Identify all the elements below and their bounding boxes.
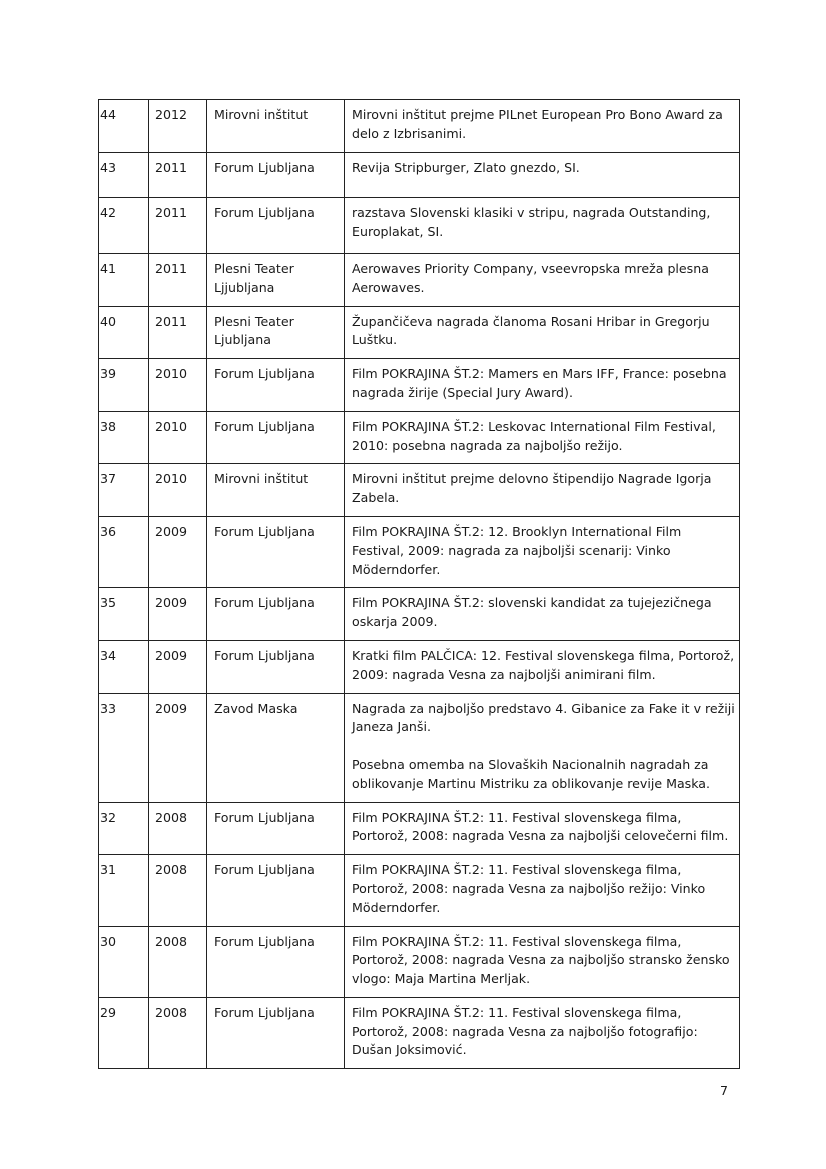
- award-year-cell: 2010: [149, 359, 207, 412]
- award-description-paragraph: Aerowaves Priority Company, vseevropska mreža plesna Aerowaves.: [352, 260, 709, 295]
- award-organization-cell: Plesni Teater Ljjubljana: [207, 253, 345, 306]
- award-description-cell: [345, 997, 740, 1068]
- award-number-cell: 30: [99, 926, 149, 997]
- table-row: [99, 411, 740, 464]
- award-number-cell: 33: [99, 693, 149, 802]
- award-organization-cell: Forum Ljubljana: [207, 640, 345, 693]
- table-row: [99, 100, 740, 153]
- award-number-cell: 35: [99, 588, 149, 641]
- award-description-cell: [345, 253, 740, 306]
- award-description-paragraph: Film POKRAJINA ŠT.2: 11. Festival slovenskega filma, Portorož, 2008: nagrada Vesna za najboljšo režijo: Vinko Möderndorfer.: [352, 862, 706, 915]
- award-description-paragraph: Mirovni inštitut prejme PILnet European Pro Bono Award za delo z Izbrisanimi.: [352, 107, 723, 141]
- award-number-cell: 38: [99, 411, 149, 464]
- award-description-paragraph: Posebna omemba na Slovaških Nacionalnih nagradah za oblikovanje Martinu Mistriku za oblikovanje revije Maska.: [352, 756, 711, 791]
- award-year-cell: 2011: [149, 152, 207, 198]
- award-organization-cell: Forum Ljubljana: [207, 152, 345, 198]
- award-year-cell: 2008: [149, 997, 207, 1068]
- award-number-cell: 43: [99, 152, 149, 198]
- table-row: [99, 198, 740, 254]
- award-description-paragraph: Film POKRAJINA ŠT.2: 11. Festival slovenskega filma, Portorož, 2008: nagrada Vesna za najboljši celovečerni film.: [352, 809, 729, 844]
- award-organization-cell: Forum Ljubljana: [207, 802, 345, 855]
- award-year-cell: 2008: [149, 926, 207, 997]
- award-description-cell: [345, 588, 740, 641]
- table-row: [99, 855, 740, 926]
- award-description-cell: [345, 464, 740, 517]
- award-year-cell: 2009: [149, 516, 207, 587]
- award-number-cell: 39: [99, 359, 149, 412]
- awards-table-body: [99, 100, 740, 1069]
- award-number-cell: 31: [99, 855, 149, 926]
- table-row: [99, 693, 740, 802]
- award-description-cell: [345, 198, 740, 254]
- award-description-paragraph: Revija Stripburger, Zlato gnezdo, SI.: [352, 159, 580, 175]
- award-organization-cell: Forum Ljubljana: [207, 516, 345, 587]
- award-description-paragraph: Nagrada za najboljšo predstavo 4. Gibanice za Fake it v režiji Janeza Janši.: [352, 700, 735, 735]
- table-row: [99, 464, 740, 517]
- award-organization-cell: Forum Ljubljana: [207, 926, 345, 997]
- award-number-cell: 29: [99, 997, 149, 1068]
- award-year-cell: 2008: [149, 802, 207, 855]
- award-description-paragraph: Film POKRAJINA ŠT.2: 11. Festival slovenskega filma, Portorož, 2008: nagrada Vesna za najboljšo fotografijo: Dušan Joksimović.: [352, 1004, 698, 1058]
- award-description-cell: [345, 411, 740, 464]
- page-number: 7: [720, 1083, 729, 1098]
- award-organization-cell: Forum Ljubljana: [207, 359, 345, 412]
- award-year-cell: 2010: [149, 411, 207, 464]
- award-organization-cell: Forum Ljubljana: [207, 855, 345, 926]
- table-row: [99, 588, 740, 641]
- award-description-paragraph: Kratki film PALČICA: 12. Festival slovenskega filma, Portorož, 2009: nagrada Vesna za najboljši animirani film.: [352, 647, 735, 682]
- award-description-cell: [345, 640, 740, 693]
- table-row: [99, 926, 740, 997]
- table-row: [99, 152, 740, 198]
- awards-table: [98, 99, 740, 1069]
- award-year-cell: 2010: [149, 464, 207, 517]
- award-number-cell: 41: [99, 253, 149, 306]
- award-description-cell: [345, 306, 740, 359]
- award-number-cell: 37: [99, 464, 149, 517]
- award-description-cell: [345, 516, 740, 587]
- award-year-cell: 2009: [149, 693, 207, 802]
- award-description-paragraph: Film POKRAJINA ŠT.2: Leskovac International Film Festival, 2010: posebna nagrada za najboljšo režijo.: [352, 418, 716, 453]
- award-description-paragraph: Župančičeva nagrada članoma Rosani Hribar in Gregorju Luštku.: [352, 313, 710, 348]
- award-year-cell: 2009: [149, 640, 207, 693]
- award-description-cell: [345, 693, 740, 802]
- award-organization-cell: Mirovni inštitut: [207, 464, 345, 517]
- award-description-cell: [345, 100, 740, 153]
- award-number-cell: 42: [99, 198, 149, 254]
- table-row: [99, 516, 740, 587]
- award-description-cell: [345, 802, 740, 855]
- award-description-cell: [345, 855, 740, 926]
- award-organization-cell: Forum Ljubljana: [207, 588, 345, 641]
- award-description-paragraph: Film POKRAJINA ŠT.2: 12. Brooklyn International Film Festival, 2009: nagrada za najboljši scenarij: Vinko Möderndorfer.: [352, 523, 682, 577]
- award-year-cell: 2012: [149, 100, 207, 153]
- award-description-paragraph: razstava Slovenski klasiki v stripu, nagrada Outstanding, Europlakat, SI.: [352, 205, 711, 240]
- award-organization-cell: Forum Ljubljana: [207, 411, 345, 464]
- award-number-cell: 34: [99, 640, 149, 693]
- award-description-paragraph: Film POKRAJINA ŠT.2: Mamers en Mars IFF, France: posebna nagrada žirije (Special Jury Award).: [352, 366, 727, 400]
- award-description-cell: [345, 152, 740, 198]
- table-row: [99, 359, 740, 412]
- award-organization-cell: Forum Ljubljana: [207, 198, 345, 254]
- award-year-cell: 2009: [149, 588, 207, 641]
- award-year-cell: 2011: [149, 198, 207, 254]
- award-description-cell: [345, 926, 740, 997]
- award-year-cell: 2011: [149, 253, 207, 306]
- award-number-cell: 36: [99, 516, 149, 587]
- award-organization-cell: Plesni Teater Ljubljana: [207, 306, 345, 359]
- award-description-paragraph: Mirovni inštitut prejme delovno štipendijo Nagrade Igorja Zabela.: [352, 471, 712, 506]
- award-description-cell: [345, 359, 740, 412]
- award-year-cell: 2011: [149, 306, 207, 359]
- award-description-paragraph: Film POKRAJINA ŠT.2: slovenski kandidat za tujejezičnega oskarja 2009.: [352, 595, 712, 630]
- table-row: [99, 640, 740, 693]
- award-organization-cell: Mirovni inštitut: [207, 100, 345, 153]
- award-description-paragraph: Film POKRAJINA ŠT.2: 11. Festival slovenskega filma, Portorož, 2008: nagrada Vesna za najboljšo stransko žensko vlogo: Maja Martina Merljak.: [352, 933, 730, 987]
- table-row: [99, 802, 740, 855]
- table-row: [99, 253, 740, 306]
- table-row: [99, 997, 740, 1068]
- award-organization-cell: Zavod Maska: [207, 693, 345, 802]
- award-year-cell: 2008: [149, 855, 207, 926]
- award-number-cell: 40: [99, 306, 149, 359]
- award-organization-cell: Forum Ljubljana: [207, 997, 345, 1068]
- award-number-cell: 32: [99, 802, 149, 855]
- award-number-cell: 44: [99, 100, 149, 153]
- table-row: [99, 306, 740, 359]
